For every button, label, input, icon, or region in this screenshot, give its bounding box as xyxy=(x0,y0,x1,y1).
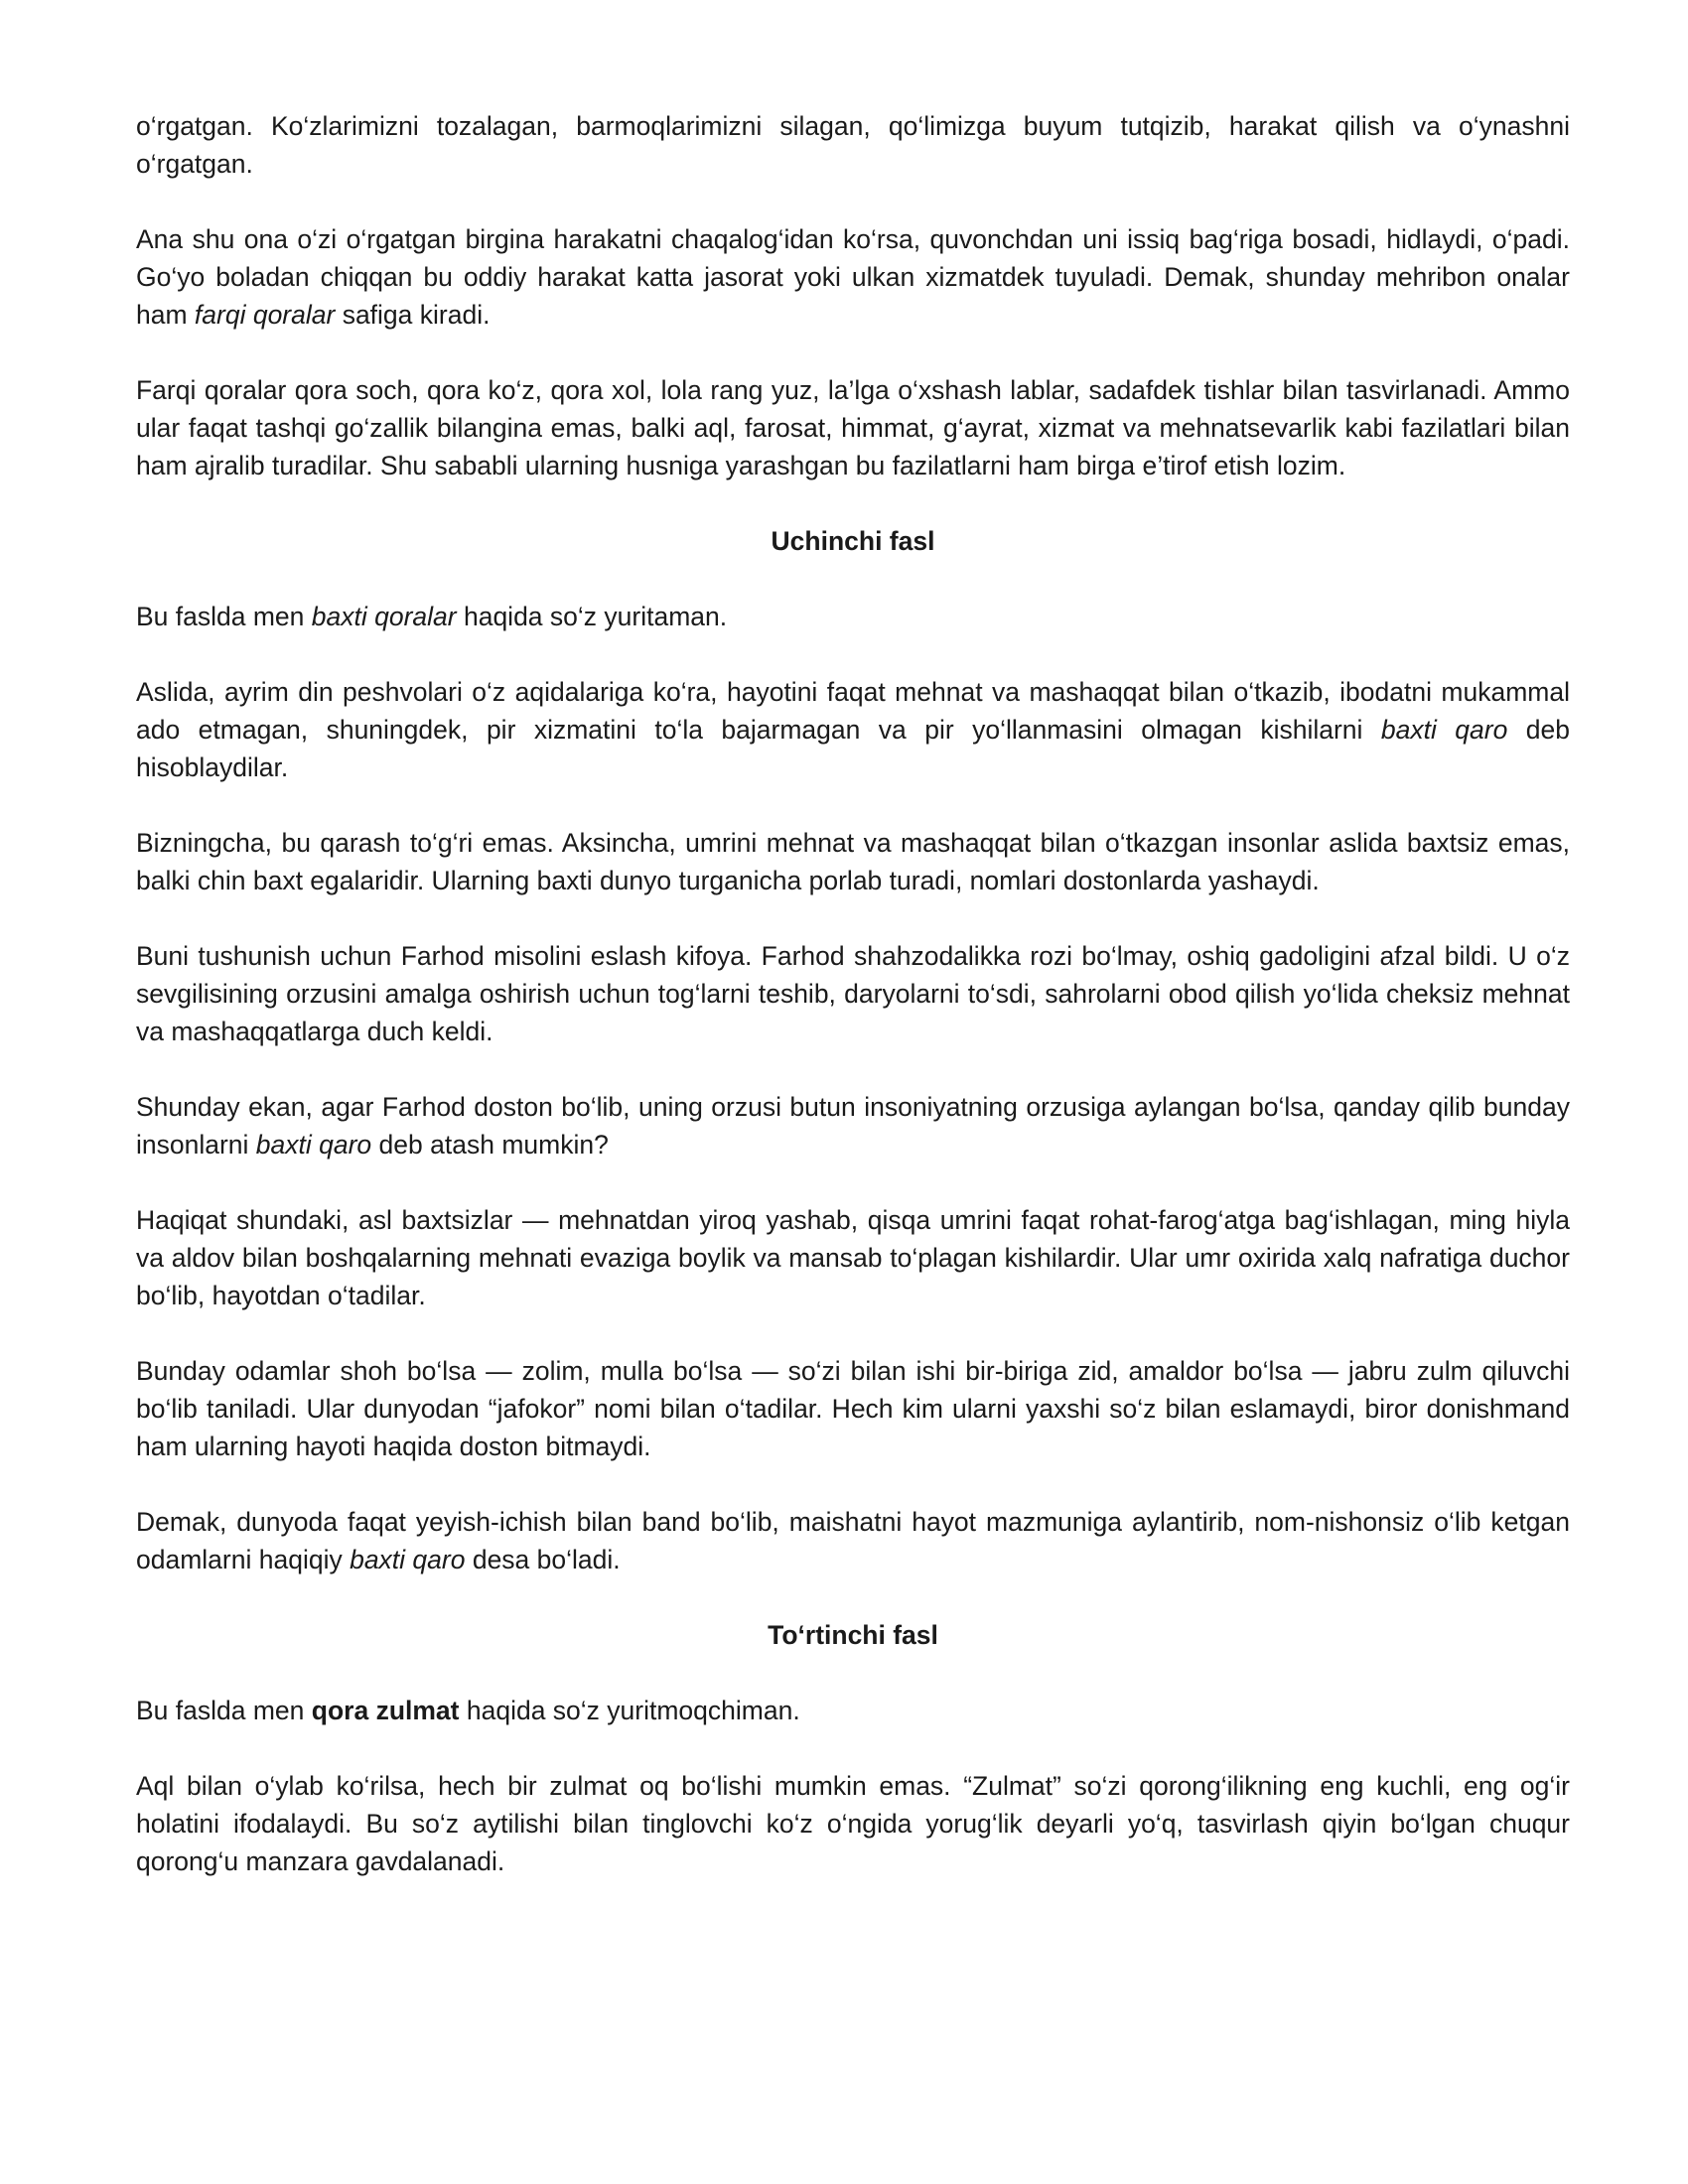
section-heading xyxy=(136,1616,1570,1654)
text-run: Shunday ekan, agar Farhod doston bo‘lib, uning orzusi butun insoniyatning orzusiga aylangan bo‘lsa, qanday qilib bunday insonlarni xyxy=(136,1092,1570,1160)
text-run: Buni tushunish uchun Farhod misolini eslash kifoya. Farhod shahzodalikka rozi bo‘lmay, oshiq gadoligini afzal bildi. U o‘z sevgilisining orzusini amalga oshirish uchun tog‘larni teshib, daryolarni to‘sdi, sahrolarni obod qilish yo‘lida cheksiz mehnat va mashaqqatlarga duch keldi. xyxy=(136,941,1570,1046)
text-run: Farqi qoralar qora soch, qora ko‘z, qora xol, lola rang yuz, la’lga o‘xshash lablar, sadafdek tishlar bilan tasvirlanadi. Ammo ular faqat tashqi go‘zallik bilangina emas, balki aql, farosat, himmat, g‘ayrat, xizmat va mehnatsevarlik kabi fazilatlari bilan ham ajralib turadilar. Shu sababli ularning husniga yarashgan bu fazilatlarni ham birga e’tirof etish lozim. xyxy=(136,375,1570,480)
paragraph xyxy=(136,1692,1570,1729)
italic-text: baxti qaro xyxy=(1380,715,1508,745)
text-run: haqida so‘z yuritaman. xyxy=(456,602,728,631)
text-run: deb atash mumkin? xyxy=(371,1130,609,1160)
italic-text: baxti qaro xyxy=(255,1130,372,1160)
text-run: Bunday odamlar shoh bo‘lsa — zolim, mulla bo‘lsa — so‘zi bilan ishi bir-biriga zid, amaldor bo‘lsa — jabru zulm qiluvchi bo‘lib taniladi. Ular dunyodan “jafokor” nomi bilan o‘tadilar. Hech kim ularni yaxshi so‘z bilan eslamaydi, biror donishmand ham ularning hayoti haqida doston bitmaydi. xyxy=(136,1356,1570,1461)
paragraph xyxy=(136,220,1570,334)
paragraph xyxy=(136,1503,1570,1578)
paragraph xyxy=(136,824,1570,899)
text-run: To‘rtinchi fasl xyxy=(768,1620,938,1650)
paragraph xyxy=(136,937,1570,1050)
section-heading xyxy=(136,522,1570,560)
text-run: Bu fasldа men xyxy=(136,602,312,631)
paragraph xyxy=(136,598,1570,635)
text-run: deb hisoblaydilar. xyxy=(136,715,1570,782)
text-run: o‘rgatgan. Ko‘zlarimizni tozalagan, barmoqlarimizni silagan, qo‘limizga buyum tutqizib, harakat qilish va o‘ynashni o‘rgatgan. xyxy=(136,111,1570,179)
text-run: Aql bilan o‘ylab ko‘rilsa, hech bir zulmat oq bo‘lishi mumkin emas. “Zulmat” so‘zi qorong‘ilikning eng kuchli, eng og‘ir holatini ifodalaydi. Bu so‘z aytilishi bilan tinglovchi ko‘z o‘ngida yorug‘lik deyarli yo‘q, tasvirlash qiyin bo‘lgan chuqur qorong‘u manzara gavdalanadi. xyxy=(136,1771,1570,1876)
text-run: Demak, dunyoda faqat yeyish-ichish bilan band bo‘lib, maishatni hayot mazmuniga aylantirib, nom-nishonsiz o‘lib ketgan odamlarni haqiqiy xyxy=(136,1507,1570,1574)
text-run: Bizningcha, bu qarash to‘g‘ri emas. Aksincha, umrini mehnat va mashaqqat bilan o‘tkazgan insonlar aslida baxtsiz emas, balki chin baxt egalaridir. Ularning baxti dunyo turganicha porlab turadi, nomlari dostonlarda yashaydi. xyxy=(136,828,1570,895)
paragraph xyxy=(136,1088,1570,1163)
italic-text: baxti qoralar xyxy=(311,602,457,631)
text-run: Bu faslda men xyxy=(136,1696,312,1725)
paragraph xyxy=(136,673,1570,786)
text-run: desa bo‘ladi. xyxy=(465,1545,621,1574)
paragraph xyxy=(136,371,1570,484)
italic-text: baxti qaro xyxy=(350,1545,466,1574)
paragraph xyxy=(136,1201,1570,1314)
text-run: Ana shu ona o‘zi o‘rgatgan birgina harakatni chaqalog‘idan ko‘rsa, quvonchdan uni issiq bag‘riga bosadi, hidlaydi, o‘padi. Go‘yo boladan chiqqan bu oddiy harakat katta jasorat yoki ulkan xizmatdek tuyuladi. Demak, shunday mehribon onalar ham xyxy=(136,224,1570,330)
text-run: Haqiqat shundaki, asl baxtsizlar — mehnatdan yiroq yashab, qisqa umrini faqat rohat-farog‘atga bag‘ishlagan, ming hiyla va aldov bilan boshqalarning mehnati evaziga boylik va mansab to‘plagan kishilardir. Ular umr oxirida xalq nafratiga duchor bo‘lib, hayotdan o‘tadilar. xyxy=(136,1205,1570,1310)
paragraph xyxy=(136,1352,1570,1465)
italic-text: farqi qoralar xyxy=(194,300,336,330)
document-page xyxy=(136,107,1570,1918)
text-run: haqida so‘z yuritmoqchiman. xyxy=(459,1696,800,1725)
bold-text: qora zulmat xyxy=(311,1696,460,1725)
text-run: safiga kiradi. xyxy=(335,300,491,330)
paragraph xyxy=(136,107,1570,183)
text-run: Uchinchi fasl xyxy=(771,526,935,556)
text-run: Aslida, ayrim din peshvolari o‘z aqidalariga ko‘ra, hayotini faqat mehnat va mashaqqat bilan o‘tkazib, ibodatni mukammal ado etmagan, shuningdek, pir xizmatini to‘la bajarmagan va pir yo‘llanmasini olmagan kishilarni xyxy=(136,677,1570,745)
paragraph xyxy=(136,1767,1570,1880)
